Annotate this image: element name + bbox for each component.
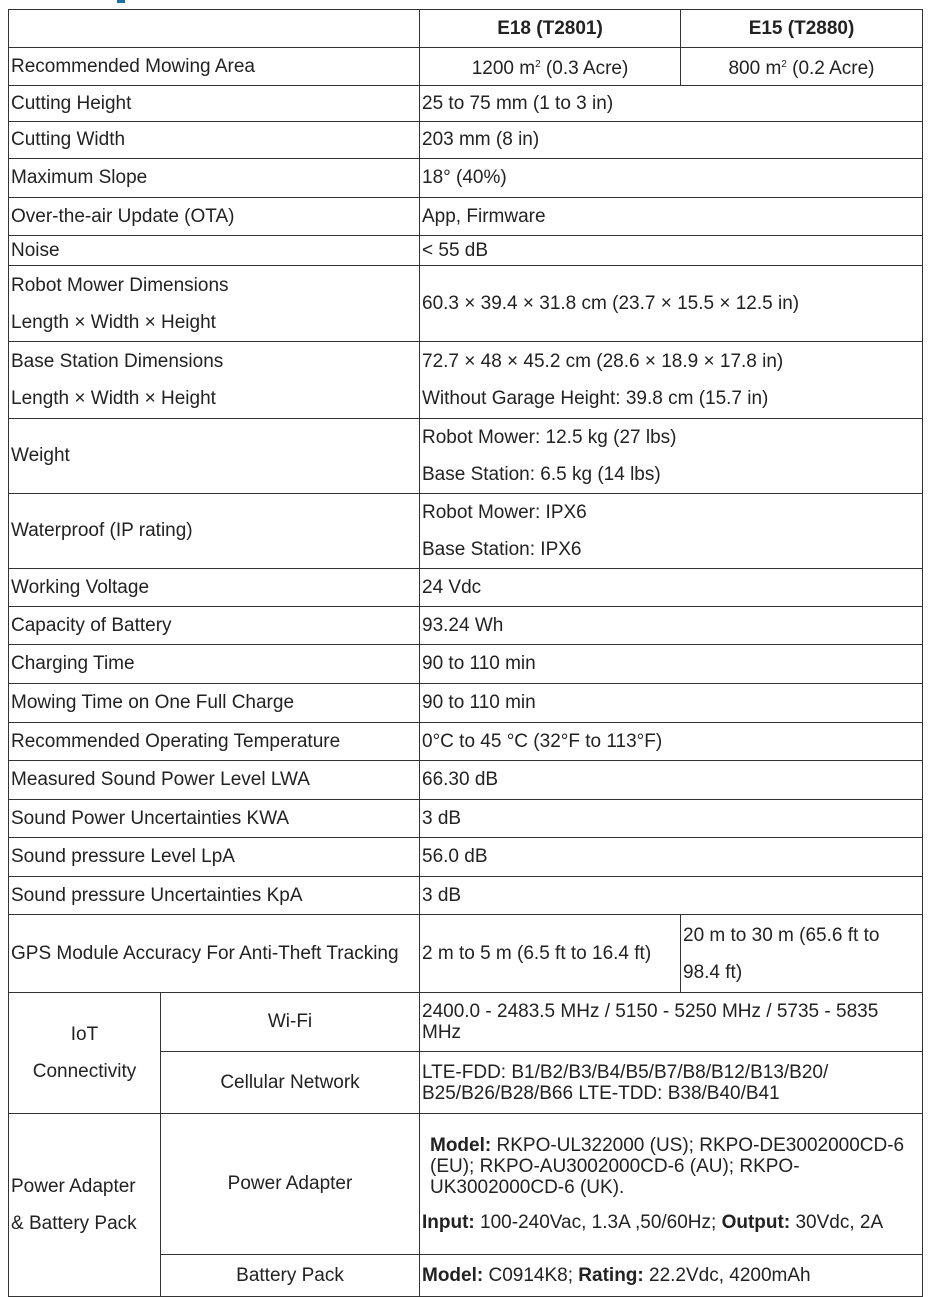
row-value: 203 mm (8 in) <box>420 122 923 159</box>
row-label: Recommended Operating Temperature <box>9 723 420 761</box>
wifi-label: Wi-Fi <box>161 993 420 1052</box>
table-row <box>9 159 923 198</box>
row-label: Mowing Time on One Full Charge <box>9 684 420 723</box>
row-label: Base Station Dimensions Length × Width × Height <box>9 342 420 419</box>
table-row <box>9 86 923 122</box>
adapter-input-output: Input: 100-240Vac, 1.3A ,50/60Hz; Output: 30Vdc, 2A <box>422 1212 884 1233</box>
table-row <box>9 569 923 607</box>
row-label: Recommended Mowing Area <box>9 48 420 86</box>
table-row <box>9 684 923 723</box>
row-value: 66.30 dB <box>420 761 923 800</box>
table-row <box>9 494 923 569</box>
row-value: < 55 dB <box>420 236 923 266</box>
row-label: Sound pressure Level LpA <box>9 838 420 877</box>
cellular-value: LTE-FDD: B1/B2/B3/B4/B5/B7/B8/B12/B13/B20/ B25/B26/B28/B66 LTE-TDD: B38/B40/B41 <box>420 1052 923 1114</box>
row-label: Over-the-air Update (OTA) <box>9 198 420 236</box>
table-row <box>9 342 923 419</box>
header-blank <box>9 10 420 48</box>
heading-fragment <box>117 0 125 3</box>
row-label: Robot Mower Dimensions Length × Width × Height <box>9 266 420 342</box>
row-label: Sound Power Uncertainties KWA <box>9 800 420 838</box>
wifi-value: 2400.0 - 2483.5 MHz / 5150 - 5250 MHz / 5735 - 5835 MHz <box>420 993 923 1052</box>
row-label: Weight <box>9 419 420 494</box>
row-label: Cutting Height <box>9 86 420 122</box>
iot-group-label: IoT Connectivity <box>9 993 161 1114</box>
row-label: Sound pressure Uncertainties KpA <box>9 877 420 915</box>
row-label: GPS Module Accuracy For Anti-Theft Tracking <box>9 915 420 993</box>
table-row <box>9 236 923 266</box>
table-row <box>9 48 923 86</box>
row-label: Working Voltage <box>9 569 420 607</box>
table-row <box>9 915 923 993</box>
row-value: 93.24 Wh <box>420 607 923 645</box>
row-label: Capacity of Battery <box>9 607 420 645</box>
adapter-model: Model: RKPO-UL322000 (US); RKPO-DE3002000CD-6 (EU); RKPO-AU3002000CD-6 (AU); RKPO-UK3002000CD-6 (UK). <box>430 1135 905 1198</box>
row-value: 56.0 dB <box>420 838 923 877</box>
table-row <box>9 800 923 838</box>
row-label: Waterproof (IP rating) <box>9 494 420 569</box>
e15-value: 20 m to 30 m (65.6 ft to 98.4 ft) <box>681 915 923 993</box>
table-row <box>9 1114 923 1255</box>
e18-value: 2 m to 5 m (6.5 ft to 16.4 ft) <box>420 915 681 993</box>
header-row <box>9 10 923 48</box>
table-row <box>9 419 923 494</box>
row-label: Cutting Width <box>9 122 420 159</box>
battery-pack-value: Model: C0914K8; Rating: 22.2Vdc, 4200mAh <box>420 1255 923 1297</box>
row-label: Maximum Slope <box>9 159 420 198</box>
row-value: 60.3 × 39.4 × 31.8 cm (23.7 × 15.5 × 12.5 in) <box>420 266 923 342</box>
row-value: 25 to 75 mm (1 to 3 in) <box>420 86 923 122</box>
row-value: 24 Vdc <box>420 569 923 607</box>
row-label: Measured Sound Power Level LWA <box>9 761 420 800</box>
header-e15: E15 (T2880) <box>681 10 923 48</box>
battery-pack-label: Battery Pack <box>161 1255 420 1297</box>
row-value: Robot Mower: IPX6 Base Station: IPX6 <box>420 494 923 569</box>
e18-value: 1200 $m^2$ (0.3 Acre) <box>420 48 681 86</box>
e15-value: 800 $m^2$ (0.2 Acre) <box>681 48 923 86</box>
power-group-label: Power Adapter & Battery Pack <box>9 1114 161 1297</box>
table-row <box>9 877 923 915</box>
table-row <box>9 122 923 159</box>
row-value: App, Firmware <box>420 198 923 236</box>
row-value: 18° (40%) <box>420 159 923 198</box>
power-adapter-label: Power Adapter <box>161 1114 420 1255</box>
row-value: 72.7 × 48 × 45.2 cm (28.6 × 18.9 × 17.8 in) Without Garage Height: 39.8 cm (15.7 in) <box>420 342 923 419</box>
power-adapter-value <box>420 1114 923 1255</box>
table-row <box>9 838 923 877</box>
row-value: Robot Mower: 12.5 kg (27 lbs) Base Station: 6.5 kg (14 lbs) <box>420 419 923 494</box>
header-e18: E18 (T2801) <box>420 10 681 48</box>
table-row <box>9 761 923 800</box>
row-value: 90 to 110 min <box>420 684 923 723</box>
row-value: 3 dB <box>420 800 923 838</box>
table-row <box>9 198 923 236</box>
spec-table <box>8 9 923 1297</box>
row-label: Noise <box>9 236 420 266</box>
table-row <box>9 645 923 684</box>
row-label: Charging Time <box>9 645 420 684</box>
table-row <box>9 266 923 342</box>
row-value: 3 dB <box>420 877 923 915</box>
row-value: 0°C to 45 °C (32°F to 113°F) <box>420 723 923 761</box>
table-row <box>9 993 923 1052</box>
table-row <box>9 723 923 761</box>
table-row <box>9 607 923 645</box>
cellular-label: Cellular Network <box>161 1052 420 1114</box>
row-value: 90 to 110 min <box>420 645 923 684</box>
